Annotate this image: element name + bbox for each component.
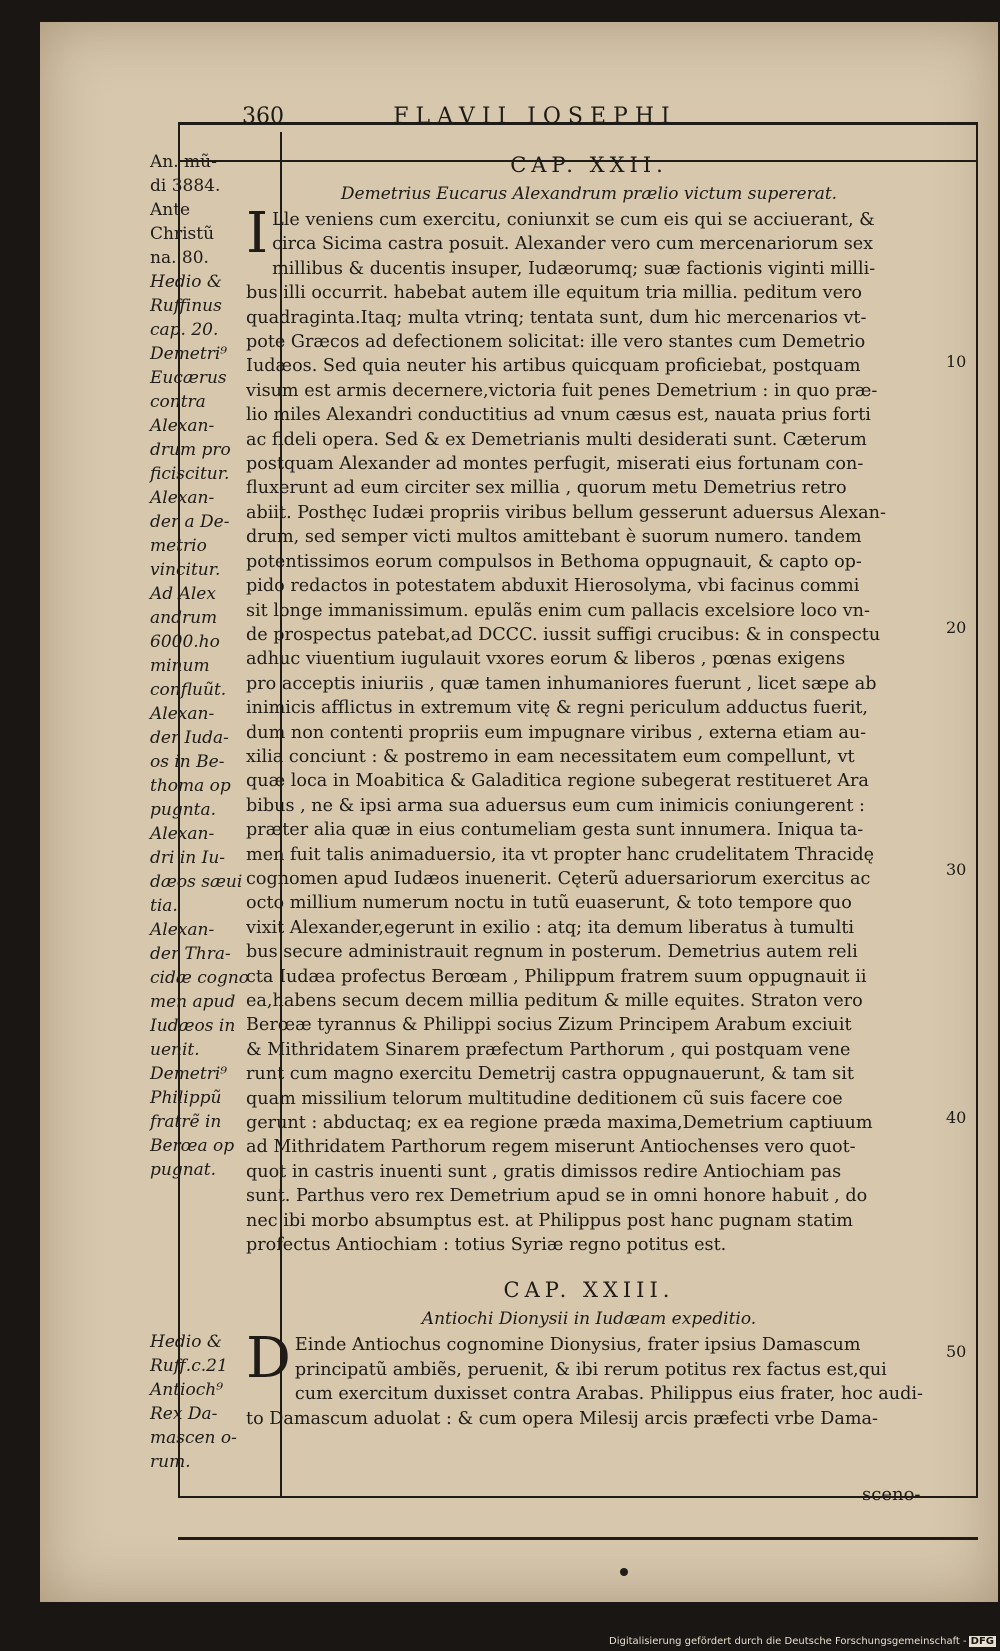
- chapter_22-line: ea,habens secum decem millia peditum & mille equites. Straton vero: [246, 991, 863, 1011]
- chapter_22-line: xilia conciunt : & postremo in eam necessitatem eum compellunt, vt: [246, 746, 855, 767]
- margin-note-line: An. mũ-: [150, 152, 217, 172]
- line-number-10: 10: [946, 352, 967, 371]
- margin-note-line: pugnat.: [150, 1160, 217, 1180]
- margin-note-line: Hedio &: [150, 272, 222, 292]
- margin-note-line: der a De-: [150, 512, 230, 532]
- chapter_22-line: cognomen apud Iudæos inuenerit. Cęterũ aduersariorum exercitus ac: [246, 868, 871, 889]
- chapter_22-line: bus illi occurrit. habebat autem ille equitum tria millia. peditum vero: [246, 283, 862, 304]
- chapter-22-dropcap: I: [246, 201, 269, 266]
- chapter-23-summary: Antiochi Dionysii in Iudæam expeditio.: [421, 1309, 757, 1330]
- dfg-logo: DFG: [970, 1636, 994, 1647]
- chapter_22-line: postquam Alexander ad montes perfugit, miserati eius fortunam con-: [246, 454, 864, 475]
- chapter_22-line: inimicis afflictus in extremum vitę & regni periculum adductus fuerit,: [246, 698, 869, 719]
- margin-note-line: di 3884.: [150, 176, 221, 196]
- line-number-40: 40: [946, 1108, 967, 1127]
- chapter_23-line: principatũ ambiẽs, peruenit, & ibi rerum potitus rex factus est,qui: [294, 1359, 887, 1380]
- chapter_22-line: men fuit talis animaduersio, ita vt propter hanc crudelitatem Thracidę: [246, 844, 875, 865]
- chapter_22-line: adhuc viuentium iugulauit vxores eorum & liberos , pœnas exigens: [246, 649, 846, 670]
- footer-text: Digitalisierung gefördert durch die Deutsche Forschungsgemeinschaft -: [609, 1636, 967, 1647]
- margin-note-line: 6000.ho: [150, 632, 220, 652]
- chapter_22-line: Iudæos. Sed quia neuter his artibus quicquam proficiebat, postquam: [246, 356, 861, 377]
- chapter_22-line: quot in castris inuenti sunt , gratis dimissos redire Antiochiam pas: [246, 1161, 842, 1182]
- margin-note-line: uenit.: [150, 1040, 200, 1060]
- margin-note-line: der Thra-: [150, 944, 231, 964]
- margin-note-line: fratrẽ in: [150, 1112, 222, 1132]
- margin-note-line: metrio: [150, 536, 207, 556]
- chapter_22-line: ad Mithridatem Parthorum regem miserunt Antiochenses vero quot-: [246, 1137, 856, 1158]
- margin-note-line: pugnta.: [150, 800, 217, 820]
- margin-note-line: drum pro: [150, 440, 231, 460]
- chapter_22-line: drum, sed semper victi multos amittebant è suorum numero. tandem: [246, 527, 862, 548]
- chapter_22-line: Berœæ tyrannus & Philippi socius Zizum Principem Arabum exciuit: [246, 1015, 852, 1036]
- chapter_22-line: millibus & ducentis insuper, Iudæorumq; suæ factionis viginti milli-: [272, 258, 876, 279]
- margin-note-line: Alexan-: [150, 824, 215, 844]
- margin-note-line: der Iuda-: [150, 728, 229, 748]
- margin-notes-bottom: [150, 1330, 238, 1474]
- margin-note-line: Hedio &: [150, 1332, 222, 1352]
- chapter_22-line: vixit Alexander,egerunt in exilio : atq; ita demum liberatus à tumulti: [246, 917, 855, 938]
- chapter_22-line: lio miles Alexandri conductitius ad vnum cæsus est, nauata prius forti: [246, 405, 871, 426]
- chapter-23-body: [246, 1326, 932, 1431]
- catchword: sceno-: [862, 1484, 921, 1505]
- line-number-50: 50: [946, 1342, 967, 1361]
- margin-note-line: Eucærus: [150, 368, 227, 388]
- margin-note-line: rum.: [150, 1452, 191, 1472]
- chapter_22-line: fluxerunt ad eum circiter sex millia , quorum metu Demetrius retro: [246, 478, 847, 499]
- page-number: 360: [242, 104, 284, 129]
- chapter_22-line: runt cum magno exercitu Demetrij castra oppugnauerunt, & tam sit: [246, 1064, 854, 1085]
- chapter-22-summary: Demetrius Eucarus Alexandrum prælio victum supererat.: [340, 184, 838, 204]
- margin-note-line: Antioch⁹: [150, 1380, 224, 1400]
- margin-note-line: minum: [150, 656, 210, 676]
- margin-note-line: Rex Da-: [150, 1404, 218, 1424]
- chapter_22-line: sunt. Parthus vero rex Demetrium apud se in omni honore habuit , do: [246, 1186, 868, 1207]
- margin-note-line: os in Be-: [150, 752, 225, 772]
- chapter_22-line: circa Sicima castra posuit. Alexander vero cum mercenariorum sex: [272, 234, 874, 255]
- chapter_22-line: & Mithridatem Sinarem præfectum Parthorum , qui postquam vene: [246, 1039, 851, 1060]
- chapter_22-line: quadraginta.Itaq; multa vtrinq; tentata sunt, dum hic mercenarios vt-: [246, 307, 867, 328]
- margin-note-line: vincitur.: [150, 560, 221, 580]
- margin-note-line: cap. 20.: [150, 320, 219, 340]
- chapter_22-line: de prospectus patebat,ad DCCC. iussit suffigi crucibus: & in conspectu: [246, 624, 881, 645]
- chapter_22-line: nec ibi morbo absumptus est. at Philippus post hanc pugnam statim: [246, 1210, 853, 1231]
- chapter_22-line: gerunt : abductaq; ex ea regione præda maxima,Demetrium captiuum: [246, 1113, 873, 1134]
- chapter_23-line: Einde Antiochus cognomine Dionysius, frater ipsius Damascum: [294, 1335, 861, 1356]
- margin-note-line: Ruff.c.21: [150, 1356, 228, 1376]
- footer-rule: [178, 1537, 978, 1540]
- margin-note-line: mascen o-: [150, 1428, 237, 1448]
- chapter-23-heading: CAP. XXIII.: [503, 1278, 675, 1303]
- margin-note-line: Ad Alex: [150, 584, 216, 604]
- chapter_22-line: dum non contenti propriis eum impugnare viribus , externa etiam au-: [246, 722, 867, 743]
- chapter-22-heading: CAP. XXII.: [510, 153, 668, 177]
- chapter-23-dropcap: D: [246, 1326, 291, 1392]
- margin-note-line: ficiscitur.: [150, 464, 230, 484]
- chapter_22-line: pro acceptis iniuriis , quæ tamen inhumaniores fuerunt , licet sæpe ab: [246, 673, 877, 694]
- margin-note-line: andrum: [150, 608, 218, 628]
- bottom-rule: [178, 1496, 978, 1498]
- margin-note-line: men apud: [150, 992, 236, 1012]
- digitization-footer: [609, 1636, 996, 1647]
- chapter_22-line: Lle veniens cum exercitu, coniunxit se cum eis qui se acciuerant, &: [272, 210, 875, 230]
- chapter_22-line: ac fideli opera. Sed & ex Demetrianis multi desiderati sunt. Cæterum: [246, 429, 867, 450]
- chapter_22-line: profectus Antiochiam : totius Syriæ regno potitus est.: [246, 1235, 727, 1256]
- right-frame-rule: [976, 122, 978, 1498]
- margin-note-line: Alexan-: [150, 920, 215, 940]
- chapter_22-line: octo millium numerum noctu in tutũ euaserunt, & toto tempore quo: [246, 893, 852, 914]
- page-dot: [620, 1568, 628, 1576]
- main-text: [246, 150, 932, 1431]
- margin-note-line: Alexan-: [150, 704, 215, 724]
- chapter_22-line: præter alia quæ in eius contumeliam gesta sunt innumera. Iniqua ta-: [246, 820, 864, 841]
- chapter_22-line: pido redactos in potestatem abduxit Hierosolyma, vbi facinus commi: [246, 576, 860, 597]
- margin-note-line: Christũ: [150, 224, 215, 244]
- chapter_23-line: cum exercitum duxisset contra Arabas. Philippus eius frater, hoc audi-: [294, 1384, 923, 1405]
- running-head: FLAVII IOSEPHI: [393, 104, 677, 129]
- margin-note-line: Demetri⁹: [150, 344, 228, 364]
- margin-note-line: Berœa op: [150, 1136, 235, 1156]
- margin-note-line: confluũt.: [150, 680, 227, 700]
- margin-note-line: Philippũ: [150, 1088, 222, 1108]
- margin-note-line: Alexan-: [150, 488, 215, 508]
- margin-note-line: Alexan-: [150, 416, 215, 436]
- margin-note-line: thoma op: [150, 776, 231, 796]
- chapter_22-line: potentissimos eorum compulsos in Bethoma oppugnauit, & capto op-: [246, 551, 862, 572]
- margin-note-line: cidæ cogno: [150, 968, 250, 988]
- line-number-30: 30: [946, 860, 967, 879]
- margin-note-line: dæos sæui: [150, 872, 243, 892]
- margin-note-line: contra: [150, 392, 206, 412]
- margin-notes-top: [150, 150, 250, 1182]
- chapter_22-line: sit longe immanissimum. epulãs enim cum pallacis excelsiore loco vn-: [246, 600, 870, 621]
- line-number-20: 20: [946, 618, 967, 637]
- margin-note-line: Demetri⁹: [150, 1064, 228, 1084]
- chapter_22-line: quam missilium telorum multitudine deditionem cũ suis facere coe: [246, 1088, 843, 1109]
- chapter_22-line: quæ loca in Moabitica & Galaditica regione subegerat restitueret Ara: [246, 771, 869, 792]
- chapter_22-line: bibus , ne & ipsi arma sua aduersus eum cum inimicis coniungerent :: [246, 795, 865, 816]
- chapter_22-line: visum est armis decernere,victoria fuit penes Demetrium : in quo præ-: [246, 380, 878, 401]
- chapter_22-line: pote Græcos ad defectionem solicitat: ille vero stantes cum Demetrio: [246, 332, 866, 353]
- chapter_22-line: bus secure administrauit regnum in posterum. Demetrius autem reli: [246, 942, 858, 963]
- margin-note-line: dri in Iu-: [150, 848, 226, 868]
- chapter_22-line: abiit. Posthęc Iudæi propriis viribus bellum gesserunt aduersus Alexan-: [246, 502, 886, 523]
- margin-note-line: na. 80.: [150, 248, 209, 268]
- margin-note-line: Ante: [150, 200, 191, 220]
- chapter_23-line: to Damascum aduolat : & cum opera Milesij arcis præfecti vrbe Dama-: [246, 1408, 878, 1429]
- margin-note-line: Ruffinus: [150, 296, 222, 316]
- margin-note-line: tia.: [150, 896, 178, 916]
- chapter_22-line: cta Iudæa profectus Berœam , Philippum fratrem suum oppugnauit ii: [246, 966, 867, 987]
- chapter-22-body: [246, 201, 932, 1257]
- margin-note-line: Iudæos in: [150, 1016, 236, 1036]
